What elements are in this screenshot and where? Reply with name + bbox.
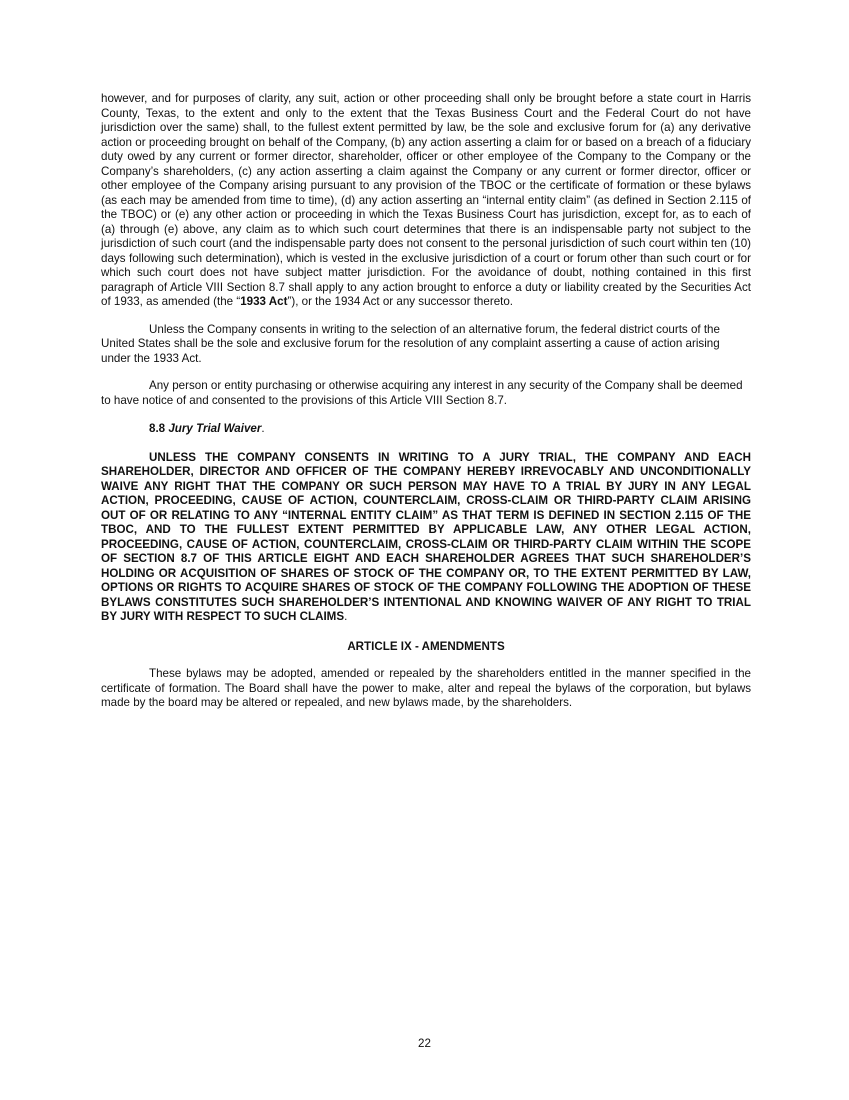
section-8-8-heading: [149, 422, 751, 437]
section-title-punct: .: [261, 422, 265, 435]
jury-waiver-end: .: [344, 610, 348, 623]
jury-waiver-paragraph: [101, 451, 751, 625]
section-title: Jury Trial Waiver: [168, 422, 262, 435]
forum-selection-paragraph: [101, 92, 751, 310]
notice-consent-paragraph: Any person or entity purchasing or otherwise acquiring any interest in any security of the Company shall be deemed to have notice of and consented to the provisions of this Article VIII Section 8.7.: [101, 379, 743, 407]
section-number: 8.8: [149, 422, 166, 435]
forum-selection-text-end: ”), or the 1934 Act or any successor thereto.: [287, 295, 514, 308]
document-page: [101, 92, 751, 711]
amendments-paragraph: These bylaws may be adopted, amended or repealed by the shareholders entitled in the manner specified in the certificate of formation. The Board shall have the power to make, alter and repeal the bylaws of the corporation, but bylaws made by the board may be altered or repealed, and new bylaws made, by the shareholders.: [101, 667, 751, 709]
defined-term-1933-act: 1933 Act: [240, 295, 288, 308]
federal-forum-paragraph: Unless the Company consents in writing to the selection of an alternative forum, the federal district courts of the United States shall be the sole and exclusive forum for the resolution of any complaint asserting a cause of action arising under the 1933 Act.: [101, 322, 720, 365]
forum-selection-text: however, and for purposes of clarity, any suit, action or other proceeding shall only be brought before a state court in Harris County, Texas, to the extent and only to the extent that the Texas Business Court and the Federal Court do not have jurisdiction over the same) shall, to the fullest extent permitted by law, be the sole and exclusive forum for (a) any derivative action or proceeding brought on behalf of the Company, (b) any action asserting a claim for or based on a breach of a fiduciary duty owed by any current or former director, shareholder, officer or other employee of the Company to the Company or the Company’s shareholders, (c) any action asserting a claim against the Company or any current or former director, officer or other employee of the Company arising pursuant to any provision of the TBOC or the certificate of formation or these bylaws (as each may be amended from time to time), (d) any action asserting an “internal entity claim” (as defined in Section 2.115 of the TBOC) or (e) any other action or proceeding in which the Texas Business Court has jurisdiction, except for, as to each of (a) through (e) above, any claim as to which such court determines that there is an indispensable party not subject to the jurisdiction of such court (and the indispensable party does not consent to the personal jurisdiction of such court within ten (10) days following such determination), which is vested in the exclusive jurisdiction of a court or forum other than such court or for which such court does not have subject matter jurisdiction. For the avoidance of doubt, nothing contained in this first paragraph of Article VIII Section 8.7 shall apply to any action brought to enforce a duty or liability created by the Securities Act of 1933, as amended (the “: [101, 92, 751, 308]
jury-waiver-text: UNLESS THE COMPANY CONSENTS IN WRITING TO A JURY TRIAL, THE COMPANY AND EACH SHAREHOLDER, DIRECTOR AND OFFICER OF THE COMPANY HEREBY IRREVOCABLY AND UNCONDITIONALLY WAIVE ANY RIGHT THAT THE COMPANY OR SUCH PERSON MAY HAVE TO A TRIAL BY JURY IN ANY LEGAL ACTION, PROCEEDING, CAUSE OF ACTION, COUNTERCLAIM, CROSS-CLAIM OR THIRD-PARTY CLAIM ARISING OUT OF OR RELATING TO ANY “INTERNAL ENTITY CLAIM” AS THAT TERM IS DEFINED IN SECTION 2.115 OF THE TBOC, AND TO THE FULLEST EXTENT PERMITTED BY APPLICABLE LAW, ANY OTHER LEGAL ACTION, PROCEEDING, CAUSE OF ACTION, COUNTERCLAIM, CROSS-CLAIM OR THIRD-PARTY CLAIM WITHIN THE SCOPE OF SECTION 8.7 OF THIS ARTICLE EIGHT AND EACH SHAREHOLDER AGREES THAT SUCH SHAREHOLDER’S HOLDING OR ACQUISITION OF SHARES OF STOCK OF THE COMPANY OR, TO THE EXTENT PERMITTED BY LAW, OPTIONS OR RIGHTS TO ACQUIRE SHARES OF STOCK OF THE COMPANY FOLLOWING THE ADOPTION OF THESE BYLAWS CONSTITUTES SUCH SHAREHOLDER’S INTENTIONAL AND KNOWING WAIVER OF ANY RIGHT TO TRIAL BY JURY WITH RESPECT TO SUCH CLAIMS: [101, 450, 751, 623]
article-ix-title: ARTICLE IX - AMENDMENTS: [347, 639, 505, 653]
page-number: 22: [418, 1037, 431, 1050]
